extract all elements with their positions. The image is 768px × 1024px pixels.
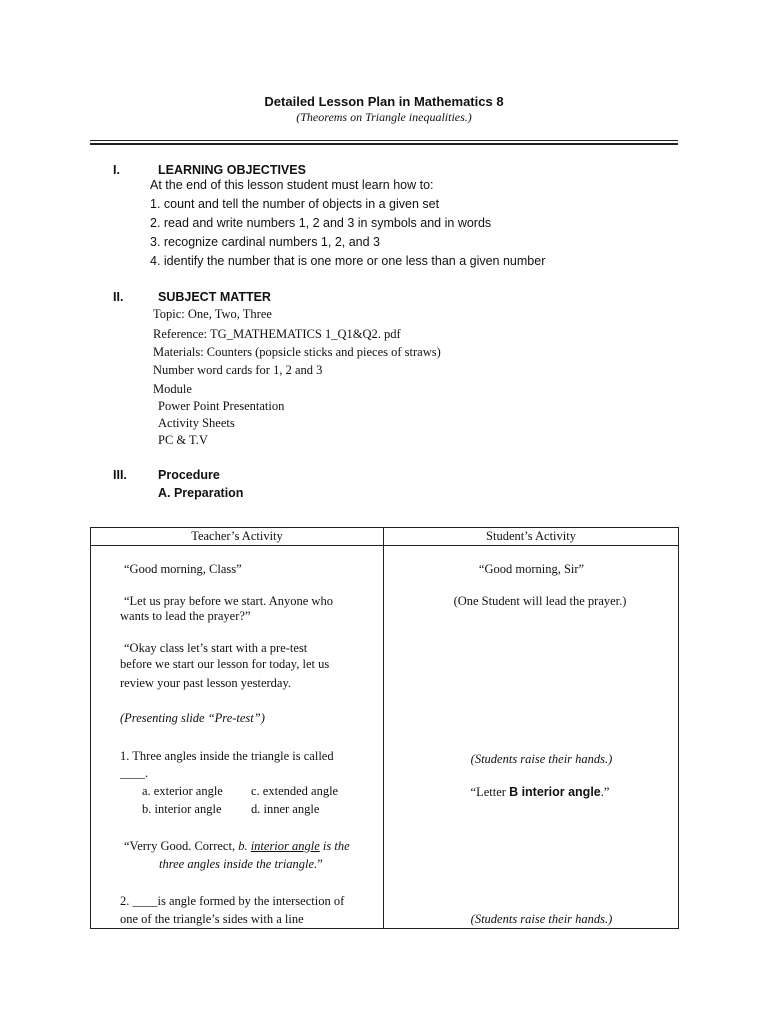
choice-d: d. inner angle [251, 802, 320, 816]
student-column-header: Student’s Activity [384, 528, 679, 546]
teacher-prayer-line: wants to lead the prayer?” [120, 609, 251, 623]
question-2-line: 2. ____is angle formed by the intersection of [120, 894, 345, 908]
list-item: 4. identify the number that is one more or one less than a given number [150, 254, 546, 268]
section-numeral: I. [113, 163, 120, 177]
section-heading: Procedure [158, 468, 220, 482]
list-item: Activity Sheets [158, 416, 235, 430]
section-heading: LEARNING OBJECTIVES [158, 163, 306, 177]
document-title: Detailed Lesson Plan in Mathematics 8 [264, 94, 504, 109]
topic-line: Topic: One, Two, Three [153, 307, 272, 321]
subsection-heading: A. Preparation [158, 486, 244, 500]
teacher-pretest-line: “Okay class let’s start with a pre-test [124, 641, 308, 655]
choice-c: c. extended angle [251, 784, 339, 798]
objectives-intro: At the end of this lesson student must learn how to: [150, 178, 434, 192]
student-answer [384, 785, 696, 800]
praise-text: three angles inside the triangle. [159, 857, 318, 871]
table-header-row [91, 528, 679, 546]
table-row [91, 546, 679, 929]
word-cards-line: Number word cards for 1, 2 and 3 [153, 363, 323, 377]
list-item: PC & T.V [158, 433, 208, 447]
section-heading: SUBJECT MATTER [158, 290, 271, 304]
choice-b: b. interior angle [142, 802, 222, 816]
title-divider-bottom [90, 143, 678, 145]
activity-table [90, 527, 679, 929]
choice-a: a. exterior angle [142, 784, 223, 798]
teacher-prayer-line: “Let us pray before we start. Anyone who [124, 594, 333, 608]
list-item: Power Point Presentation [158, 399, 285, 413]
question-1-line: 1. Three angles inside the triangle is called [120, 749, 334, 763]
teacher-column-header: Teacher’s Activity [91, 528, 384, 546]
module-line: Module [153, 382, 192, 396]
praise-quote: ” [317, 857, 323, 871]
answer-choice: B interior angle [509, 785, 601, 799]
list-item: 3. recognize cardinal numbers 1, 2, and 3 [150, 235, 380, 249]
section-numeral: II. [113, 290, 124, 304]
answer-text: “Letter [470, 785, 510, 799]
praise-answer: interior angle [250, 839, 320, 853]
praise-text: “Verry Good. Correct, [124, 839, 239, 853]
materials-line: Materials: Counters (popsicle sticks and pieces of straws) [153, 345, 441, 359]
question-2-line: one of the triangle’s sides with a line [120, 912, 304, 926]
praise-letter: b. [238, 839, 251, 853]
student-cell [384, 546, 679, 929]
student-response: (Students raise their hands.) [470, 912, 613, 926]
list-item: 2. read and write numbers 1, 2 and 3 in symbols and in words [150, 216, 492, 230]
teacher-pretest-line: before we start our lesson for today, let us [120, 657, 330, 671]
praise-text: is the [319, 839, 350, 853]
student-prayer: (One Student will lead the prayer.) [453, 594, 627, 608]
section-numeral: III. [113, 468, 127, 482]
praise-line [124, 839, 350, 854]
teacher-greeting: “Good morning, Class” [124, 562, 242, 576]
praise-line [159, 857, 323, 872]
teacher-cell [91, 546, 384, 929]
reference-line: Reference: TG_MATHEMATICS 1_Q1&Q2. pdf [153, 327, 401, 341]
slide-note: (Presenting slide “Pre-test”) [120, 711, 265, 725]
list-item: 1. count and tell the number of objects in a given set [150, 197, 440, 211]
question-1-blank: ____. [120, 766, 149, 780]
title-divider-top [90, 140, 678, 141]
document-subtitle: (Theorems on Triangle inequalities.) [296, 110, 472, 124]
student-response: (Students raise their hands.) [470, 752, 613, 766]
teacher-pretest-line: review your past lesson yesterday. [120, 676, 292, 690]
answer-text: .” [600, 785, 610, 799]
student-greeting: “Good morning, Sir” [478, 562, 585, 576]
